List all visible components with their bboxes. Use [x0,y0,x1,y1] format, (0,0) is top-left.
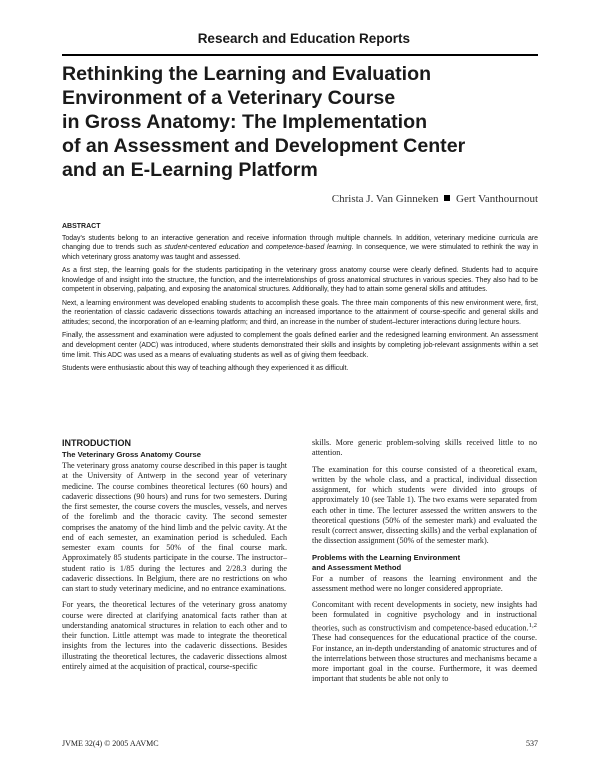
right-column [312,438,537,691]
body-text: Concomitant with recent developments in society, new insights had been formulated in cognitive psychology and in instructional theories, such as constructivism and competence-based education. [312,600,537,633]
abstract-text: and [248,244,266,252]
abstract-emphasis: student-centered education [164,244,249,252]
body-paragraph: For a number of reasons the learning environment and the assessment method were no longer considered appropriate. [312,573,537,593]
title-line: of an Assessment and Development Center [62,135,466,157]
body-text: These had consequences for the educational practice of the course. For instance, an in-depth understanding of anatomic structures and of the interrelations between those structures and mechanisms became a more important goal in the course. Furthermore, it was deemed important that students be able not only to [312,633,537,684]
page-number: 537 [526,739,538,748]
author-name: Gert Vanthournout [456,193,538,205]
title-line: Rethinking the Learning and Evaluation [62,63,432,85]
body-paragraph: For years, the theoretical lectures of the veterinary gross anatomy course were directed at clarifying anatomical facts rather than at understanding anatomical structures in relation to each other and to their function. Little attempt was made to integrate the theoretical insights from the lectures into the cadaveric dissections. Besides illustrating the theoretical lectures, the cadaveric dissections almost entirely aimed at the acquisition of practical, course-specific [62,600,287,671]
abstract-heading: ABSTRACT [62,223,101,230]
abstract-emphasis: competence-based learning [265,244,352,252]
body-paragraph: The veterinary gross anatomy course described in this paper is taught at the University of Antwerp in the second year of veterinary medicine. The course combines theoretical lectures (60 hours) and cadaveric dissections (90 hours) and runs for two semesters. During the first semester, the course covers the muscles, vessels, and nerves of the forelimb and the thoracic cavity. The second semester comprises the anatomy of the hind limb and the pelvic cavity. At the end of each semester, an examination period is scheduled. Each semester exam counts for 50% of the final course mark. Approximately 85 students participate in the course. The instructor–student ratio is 1/85 during the lectures and 2/28.3 during the cadaveric dissections. In Belgium, there are no restrictions on who can start to study veterinary medicine, and no entrance examinations. [62,461,287,593]
title-line: and an E-Learning Platform [62,159,318,181]
header-rule [62,54,538,56]
abstract-paragraph: Finally, the assessment and examination were adjusted to complement the goals defined earlier and the redesigned learning environment. An assessment and development center (ADC) was introduced, where students demonstrated their skills and insights by completing job-relevant assignments within a set time limit. This ADC was used as a means of evaluating students as well as of giving them feedback. [62,332,538,359]
section-label: Research and Education Reports [197,31,410,46]
journal-citation: JVME 32(4) © 2005 AAVMC [62,739,159,748]
abstract-paragraph: Next, a learning environment was developed enabling students to accomplish these goals. The three main components of this new environment were, first, the reorientation of classic cadaveric dissections towards attaching an increased importance to the attainment of course-specific and general skills and attitudes; second, the incorporation of an e-learning platform; and third, an increase in the number of student–lecturer interactions during lecture hours. [62,299,538,326]
abstract-paragraph: Students were enthusiastic about this way of teaching although they experienced it as difficult. [62,364,349,372]
title-line: Environment of a Veterinary Course [62,87,396,109]
title-line: in Gross Anatomy: The Implementation [62,111,428,133]
citation-superscript: 1,2 [528,621,537,629]
abstract-text: . In consequence, we were stimulated to rethink the way in which veterinary gross anatomy was taught and assessed. [62,244,538,261]
left-column [62,438,287,678]
body-paragraph: skills. More generic problem-solving skills received little to no attention. [312,438,537,458]
section-heading: INTRODUCTION [62,438,131,448]
subsection-heading: Problems with the Learning Environment [312,552,461,562]
separator-square-icon [444,195,450,201]
subsection-heading: The Veterinary Gross Anatomy Course [62,450,201,459]
abstract-paragraph [62,234,538,263]
author-list [332,193,538,205]
subsection-heading: and Assessment Method [312,562,402,572]
body-paragraph [312,600,537,685]
article-title [62,62,542,182]
abstract-text: Today’s students belong to an interactive generation and receive information through multiple channels. In addition, veterinary medicine curricula are changing due to trends such as [62,234,538,252]
abstract-paragraph: As a first step, the learning goals for the students participating in the veterinary gross anatomy course were clearly defined. Students had to acquire knowledge of and insight into the structure, the function, and the interrelationships of gross anatomical structures in various species. They also had to be competent in observing, palpating, and exposing the anatomical structures. Additionally, they had to attain some general skills and attitudes. [62,267,538,294]
author-name: Christa J. Van Ginneken [331,193,439,205]
body-paragraph: The examination for this course consisted of a theoretical exam, written by the whole class, and a practical, individual dissection assignment, for which students were divided into groups of approximately 10 (see Table 1). The two exams were separated from each other in time. The lecturer assessed the written answers to the theoretical questions (50% of the semester mark) and evaluated the result (correct answer, dissecting skills) and the verbal explanation of the dissection assignment (50% of the semester mark). [312,464,537,546]
abstract [62,222,538,377]
